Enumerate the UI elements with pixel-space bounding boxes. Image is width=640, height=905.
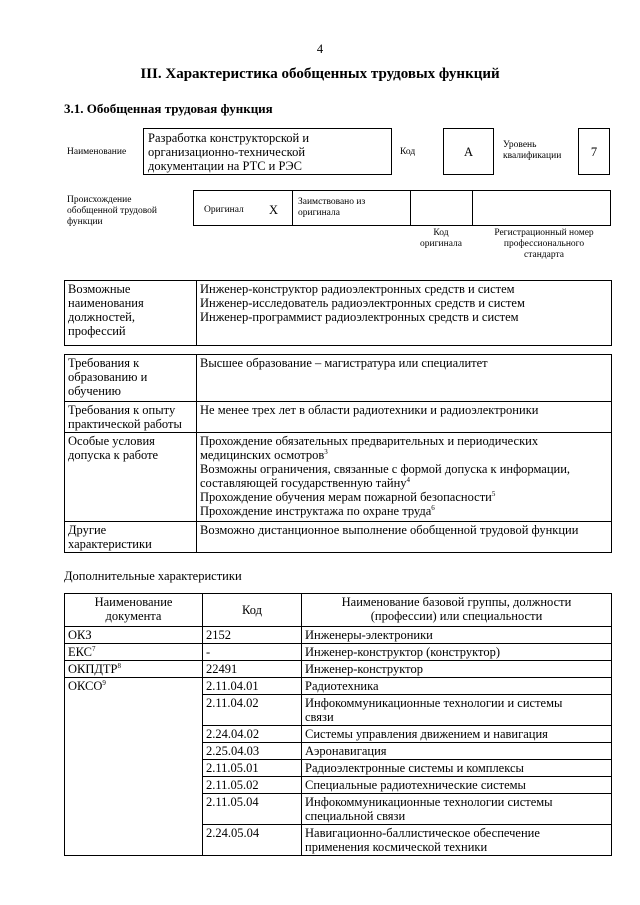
code-original-label: Код оригинала — [420, 228, 462, 249]
doc-cell — [65, 695, 203, 726]
name-cell: Инженеры-электроники — [302, 627, 612, 644]
positions-table — [64, 280, 612, 346]
original-mark: X — [269, 203, 279, 217]
position-item: Инженер-исследователь радиоэлектронных средств и систем — [200, 296, 525, 310]
name-cell: Инженер-конструктор — [302, 661, 612, 678]
code-cell: 22491 — [203, 661, 302, 678]
name-label: Наименование — [67, 147, 127, 157]
name-cell: Инфокоммуникационные технологии и системы связи — [302, 695, 612, 726]
section-title: III. Характеристика обобщенных трудовых функций — [140, 66, 500, 82]
code-cell: 2.11.04.01 — [203, 678, 302, 695]
experience-value: Не менее трех лет в области радиотехники и радиоэлектроники — [197, 402, 612, 433]
doc-cell: ОКСО$^9$ — [65, 678, 203, 695]
table-row — [65, 760, 612, 777]
table-row — [65, 644, 612, 661]
doc-cell — [65, 777, 203, 794]
original-label: Оригинал — [204, 205, 244, 215]
table-row — [65, 743, 612, 760]
name-value: Разработка конструкторской и организационно-технической документации на РТС и РЭС — [143, 128, 392, 175]
additional-title: Дополнительные характеристики — [64, 569, 242, 583]
positions-values — [197, 281, 612, 346]
conditions-label: Особые условия допуска к работе — [65, 433, 197, 522]
origin-label: Происхождение обобщенной трудовой функции — [67, 195, 157, 227]
table-row — [65, 695, 612, 726]
doc-cell — [65, 794, 203, 825]
name-cell: Радиоэлектронные системы и комплексы — [302, 760, 612, 777]
borrowed-label: Заимствовано из оригинала — [298, 197, 366, 218]
doc-cell: ОКЗ — [65, 627, 203, 644]
header-group: Наименование базовой группы, должности (профессии) или специальности — [302, 594, 612, 627]
table-row — [65, 777, 612, 794]
code-cell: 2.24.05.04 — [203, 825, 302, 856]
other-value: Возможно дистанционное выполнение обобщенной трудовой функции — [197, 522, 612, 553]
doc-cell — [65, 743, 203, 760]
table-row — [65, 825, 612, 856]
education-value: Высшее образование – магистратура или специалитет — [197, 355, 612, 402]
table-row — [65, 627, 612, 644]
name-cell: Инженер-конструктор (конструктор) — [302, 644, 612, 661]
code-cell: 2152 — [203, 627, 302, 644]
table-row — [65, 678, 612, 695]
code-cell: 2.25.04.03 — [203, 743, 302, 760]
name-cell: Навигационно-баллистическое обеспечение применения космической техники — [302, 825, 612, 856]
code-label: Код — [400, 147, 416, 157]
level-label: Уровень квалификации — [503, 140, 562, 161]
doc-cell — [65, 760, 203, 777]
reg-number-label: Регистрационный номер профессионального стандарта — [494, 228, 594, 260]
doc-cell: ОКПДТР$^8$ — [65, 661, 203, 678]
condition-line: составляющей государственную тайну$^4$ — [200, 475, 411, 490]
code-cell: 2.24.04.02 — [203, 726, 302, 743]
additional-table — [64, 593, 612, 856]
code-cell: 2.11.05.02 — [203, 777, 302, 794]
code-cell: - — [203, 644, 302, 661]
code-cell: 2.11.05.01 — [203, 760, 302, 777]
doc-cell: ЕКС$^7$ — [65, 644, 203, 661]
position-item: Инженер-программист радиоэлектронных средств и систем — [200, 310, 519, 324]
table-row — [65, 726, 612, 743]
table-row — [65, 794, 612, 825]
subsection-title: 3.1. Обобщенная трудовая функция — [64, 101, 273, 116]
condition-line: Возможны ограничения, связанные с формой допуска к информации, — [200, 462, 571, 476]
level-value: 7 — [578, 128, 610, 175]
other-label: Другие характеристики — [65, 522, 197, 553]
condition-line: Прохождение обучения мерам пожарной безопасности$^5$ — [200, 489, 496, 504]
table-row — [65, 661, 612, 678]
doc-cell — [65, 726, 203, 743]
code-value: А — [443, 128, 494, 175]
page-number: 4 — [316, 42, 324, 56]
condition-line: Прохождение обязательных предварительных и периодических — [200, 434, 539, 448]
doc-cell — [65, 825, 203, 856]
education-label: Требования к образованию и обучению — [65, 355, 197, 402]
header-code: Код — [203, 594, 302, 627]
experience-label: Требования к опыту практической работы — [65, 402, 197, 433]
name-cell: Инфокоммуникационные технологии системы специальной связи — [302, 794, 612, 825]
position-item: Инженер-конструктор радиоэлектронных средств и систем — [200, 282, 515, 296]
code-cell: 2.11.05.04 — [203, 794, 302, 825]
name-cell: Системы управления движением и навигация — [302, 726, 612, 743]
condition-line: медицинских осмотров$^3$ — [200, 447, 328, 462]
positions-label: Возможные наименования должностей, профессий — [65, 281, 197, 346]
origin-box — [193, 190, 611, 226]
code-cell: 2.11.04.02 — [203, 695, 302, 726]
conditions-values — [197, 433, 612, 522]
header-doc: Наименование документа — [65, 594, 203, 627]
name-cell: Радиотехника — [302, 678, 612, 695]
requirements-table — [64, 354, 612, 553]
name-cell: Аэронавигация — [302, 743, 612, 760]
name-cell: Специальные радиотехнические системы — [302, 777, 612, 794]
condition-line: Прохождение инструктажа по охране труда$^6$ — [200, 503, 435, 518]
